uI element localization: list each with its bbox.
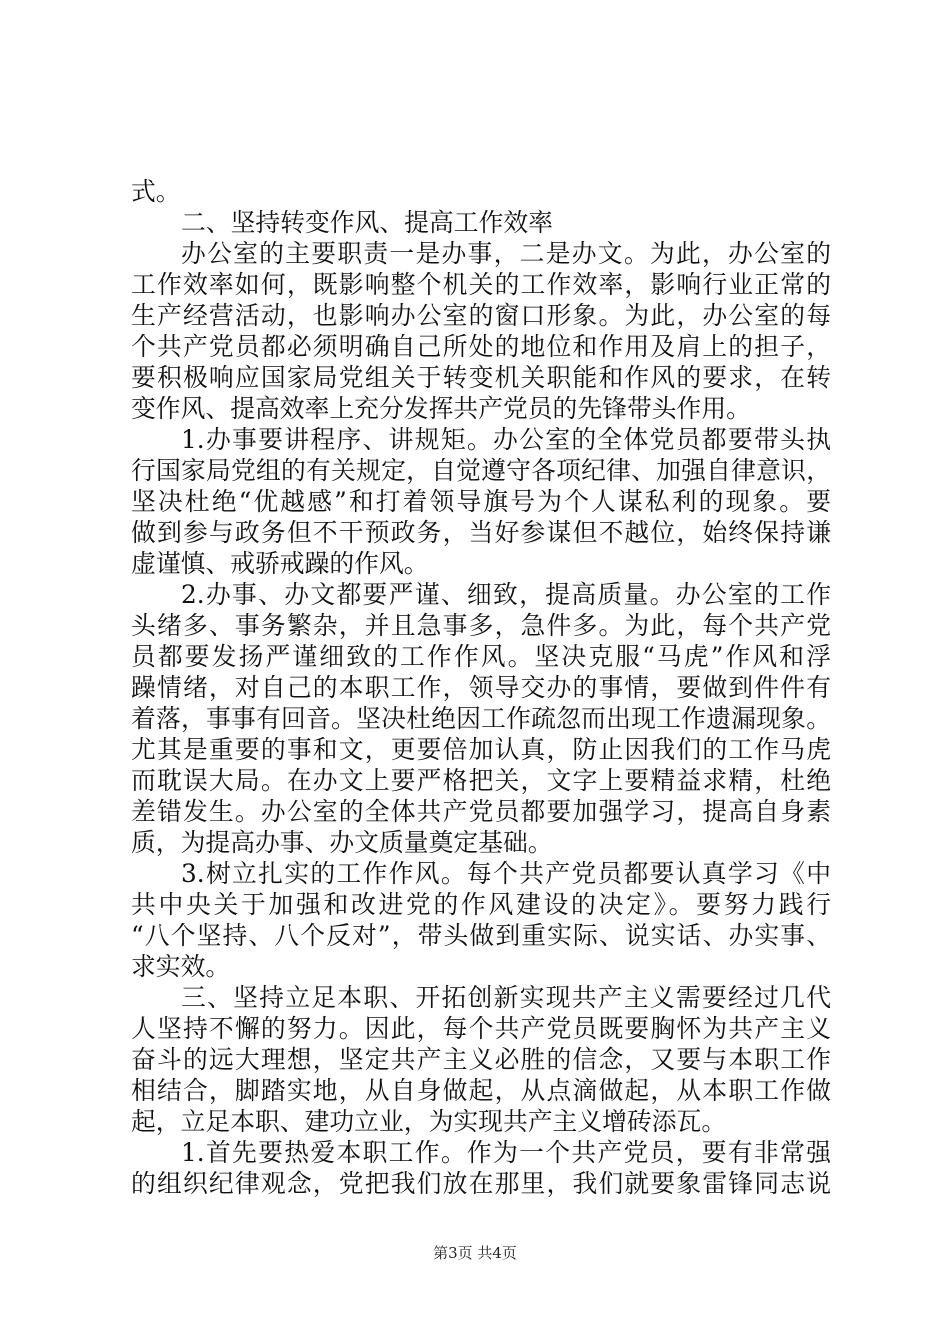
text-line: 员都要发扬严谨细致的工作作风。坚决克服“马虎”作风和浮 <box>131 642 831 671</box>
text-line: 三、坚持立足本职、开拓创新实现共产主义需要经过几代 <box>181 983 831 1012</box>
text-line: 着落，事事有回音。坚决杜绝因工作疏忽而出现工作遗漏现象。 <box>131 704 831 733</box>
text-line: 工作效率如何，既影响整个机关的工作效率，影响行业正常的 <box>131 270 831 299</box>
text-line: 相结合，脚踏实地，从自身做起，从点滴做起，从本职工作做 <box>131 1076 831 1105</box>
text-line: 办公室的主要职责一是办事，二是办文。为此，办公室的 <box>181 239 831 268</box>
text-line: 尤其是重要的事和文，更要倍加认真，防止因我们的工作马虎 <box>131 735 831 764</box>
text-line: 2.办事、办文都要严谨、细致，提高质量。办公室的工作 <box>181 580 831 609</box>
text-line: 奋斗的远大理想，坚定共产主义必胜的信念，又要与本职工作 <box>131 1045 831 1074</box>
text-line: 共中央关于加强和改进党的作风建设的决定》。要努力践行 <box>131 890 831 919</box>
text-line: 躁情绪，对自己的本职工作，领导交办的事情，要做到件件有 <box>131 673 831 702</box>
text-line: 个共产党员都必须明确自己所处的地位和作用及肩上的担子， <box>131 332 831 361</box>
text-line: 的组织纪律观念，党把我们放在那里，我们就要象雷锋同志说 <box>131 1169 831 1198</box>
text-line: 做到参与政务但不干预政务，当好参谋但不越位，始终保持谦 <box>131 518 831 547</box>
text-line: “八个坚持、八个反对”，带头做到重实际、说实话、办实事、 <box>131 921 831 950</box>
text-line: 行国家局党组的有关规定，自觉遵守各项纪律、加强自律意识， <box>131 456 831 485</box>
text-line: 而耽误大局。在办文上要严格把关，文字上要精益求精，杜绝 <box>131 766 831 795</box>
text-line: 变作风、提高效率上充分发挥共产党员的先锋带头作用。 <box>131 394 751 423</box>
text-line: 人坚持不懈的努力。因此，每个共产党员既要胸怀为共产主义 <box>131 1014 831 1043</box>
text-line: 式。 <box>131 177 181 206</box>
body-text <box>131 176 831 1199</box>
text-line: 3.树立扎实的工作作风。每个共产党员都要认真学习《中 <box>181 859 831 888</box>
text-line: 虚谨慎、戒骄戒躁的作风。 <box>131 549 429 578</box>
text-line: 1.办事要讲程序、讲规矩。办公室的全体党员都要带头执 <box>181 425 831 454</box>
text-line: 头绪多、事务繁杂，并且急事多，急件多。为此，每个共产党 <box>131 611 831 640</box>
text-line: 起，立足本职、建功立业，为实现共产主义增砖添瓦。 <box>131 1107 727 1136</box>
text-line: 二、坚持转变作风、提高工作效率 <box>181 208 553 237</box>
text-line: 质，为提高办事、办文质量奠定基础。 <box>131 828 553 857</box>
page-footer: 第3页 共4页 <box>433 1244 517 1262</box>
text-line: 生产经营活动，也影响办公室的窗口形象。为此，办公室的每 <box>131 301 831 330</box>
text-line: 差错发生。办公室的全体共产党员都要加强学习，提高自身素 <box>131 797 831 826</box>
text-line: 求实效。 <box>131 952 231 981</box>
text-line: 要积极响应国家局党组关于转变机关职能和作风的要求，在转 <box>131 363 831 392</box>
text-line: 坚决杜绝“优越感”和打着领导旗号为个人谋私利的现象。要 <box>131 487 831 516</box>
text-line: 1.首先要热爱本职工作。作为一个共产党员，要有非常强 <box>181 1138 831 1167</box>
